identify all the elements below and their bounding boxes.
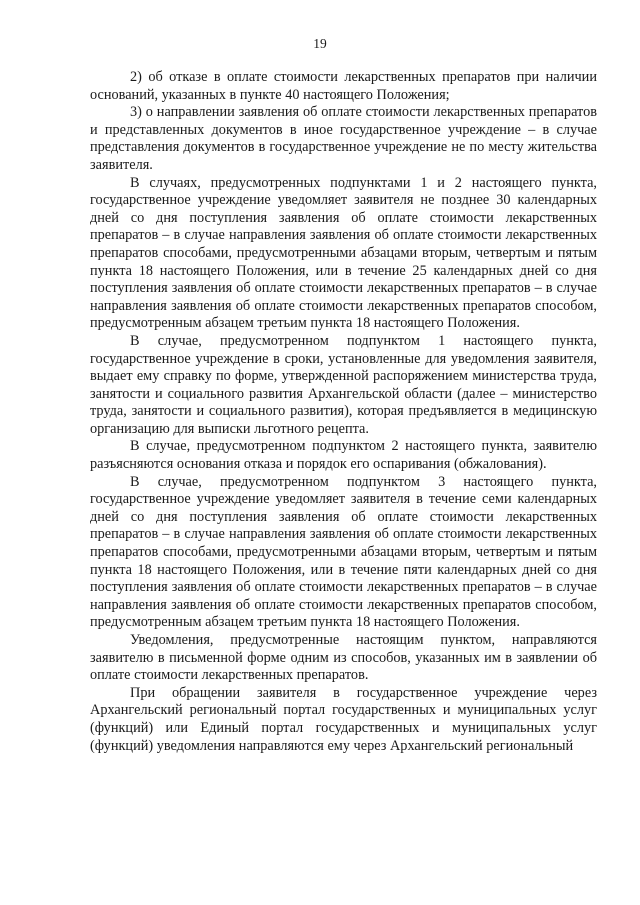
paragraph-portal-notification: При обращении заявителя в государственное учреждение через Архангельский региональный портал государственных и муниципальных услуг (функций) или Единый портал государственных и муниципальных услуг (функций) уведомления направляются ему через Архангельский региональный bbox=[90, 684, 597, 754]
document-body bbox=[90, 69, 597, 755]
paragraph-item-3-redirection: 3) о направлении заявления об оплате стоимости лекарственных препаратов и представленных документов в иное государственное учреждение – в случае представления документов в государственное учреждение не по месту жительства заявителя. bbox=[90, 104, 597, 173]
paragraph-redirection-deadlines: В случае, предусмотренном подпунктом 3 настоящего пункта, государственное учреждение уведомляет заявителя в течение семи календарных дней со дня поступления заявления об оплате стоимости лекарственных препаратов – в случае направления заявления об оплате стоимости лекарственных препаратов способами, предусмотренными абзацами вторым, четвертым и пятым пункта 18 настоящего Положения, или в течение пяти календарных дней со дня поступления заявления об оплате стоимости лекарственных препаратов – в случае направления заявления об оплате стоимости лекарственных препаратов способом, предусмотренным абзацем третьим пункта 18 настоящего Положения. bbox=[90, 473, 597, 631]
paragraph-certificate-issuance: В случае, предусмотренном подпунктом 1 настоящего пункта, государственное учреждение в сроки, установленные для уведомления заявителя, выдает ему справку по форме, утвержденной распоряжением министерства труда, занятости и социального развития Архангельской области (далее – министерство труда, занятости и социального развития), которая предъявляется в медицинскую организацию для выписки льготного рецепта. bbox=[90, 332, 597, 437]
page-number: 19 bbox=[313, 36, 327, 51]
paragraph-notification-deadlines: В случаях, предусмотренных подпунктами 1 и 2 настоящего пункта, государственное учреждение уведомляет заявителя не позднее 30 календарных дней со дня поступления заявления об оплате стоимости лекарственных препаратов – в случае направления заявления об оплате стоимости лекарственных препаратов способами, предусмотренными абзацами вторым, четвертым и пятым пункта 18 настоящего Положения, или в течение 25 календарных дней со дня поступления заявления об оплате стоимости лекарственных препаратов – в случае направления заявления об оплате стоимости лекарственных препаратов способом, предусмотренным абзацем третьим пункта 18 настоящего Положения. bbox=[90, 174, 597, 332]
paragraph-notification-form: Уведомления, предусмотренные настоящим пунктом, направляются заявителю в письменной форме одним из способов, указанных им в заявлении об оплате стоимости лекарственных препаратов. bbox=[90, 632, 597, 684]
paragraph-refusal-explanation: В случае, предусмотренном подпунктом 2 настоящего пункта, заявителю разъясняются основания отказа и порядок его оспаривания (обжалования). bbox=[90, 438, 597, 473]
paragraph-item-2-refusal: 2) об отказе в оплате стоимости лекарственных препаратов при наличии оснований, указанных в пункте 40 настоящего Положения; bbox=[90, 69, 597, 103]
